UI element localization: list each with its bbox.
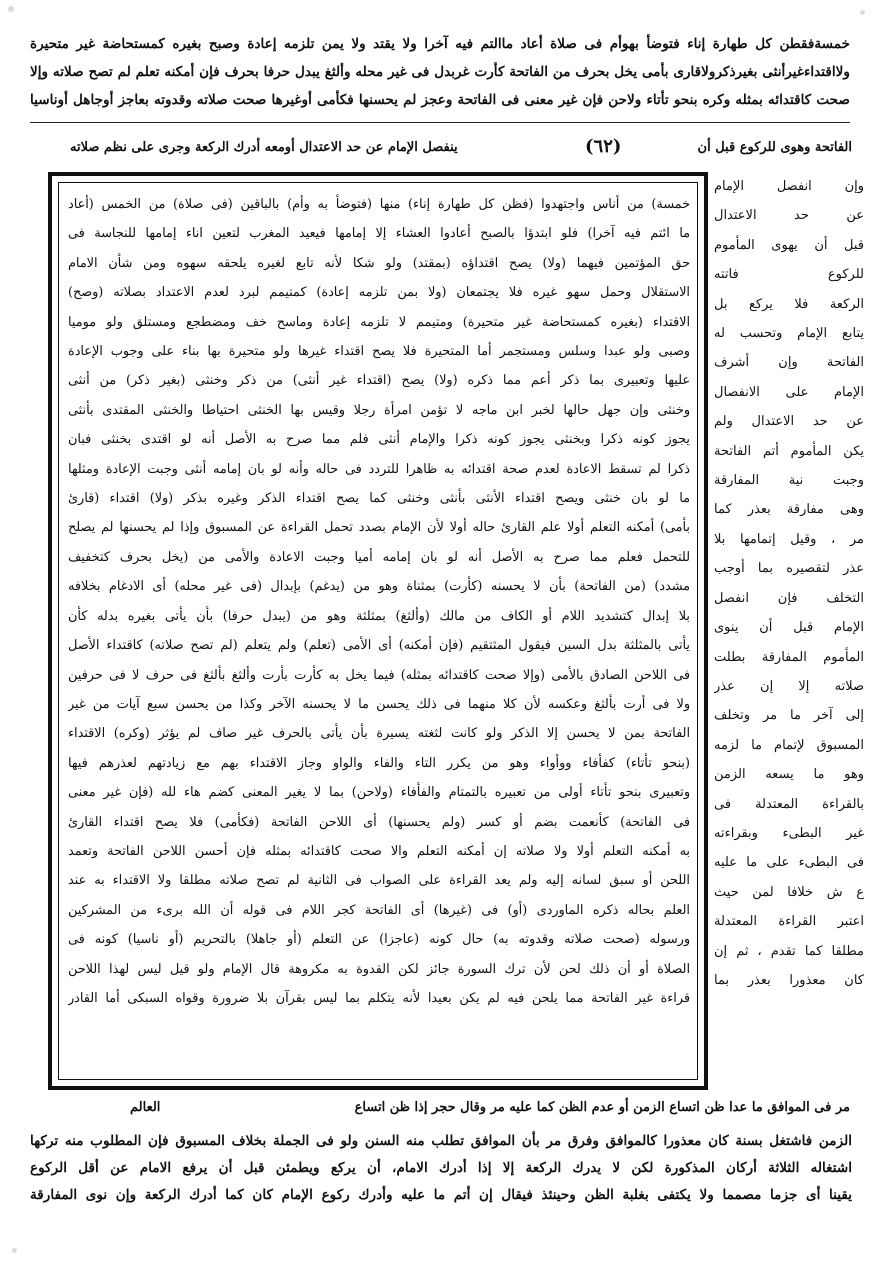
bottom-left-label: العالم	[130, 1100, 161, 1115]
text-line: وخنثى وإن جهل حالها لخبر ابن ماجه لا تؤمن امرأة رجلا وقيس بها الخنثى احتياطا والخنثى المقتدى بأنثى	[68, 402, 690, 418]
text-line: يتابع الإمام وتحسب له	[714, 326, 864, 342]
text-line: يقينا أى جزما مصمما ولا يكتفى بغلبة الظن وحينئذ فيقال إن أتم ما عليه وأدرك ركوع الإمام كان كما أدرك الركعة وإن نوى المفارقة	[30, 1187, 852, 1203]
main-text-frame	[48, 172, 708, 1090]
text-line: الفاتحة وإن أشرف	[714, 355, 864, 371]
text-line: ما لو بان خنثى ويصح اقتداء الأنثى بأنثى وخنثى كما يصح اقتداء الذكر وغيره بذكر (ولا) اقتداء (قارئ	[68, 491, 690, 507]
text-line: وصبى ولو عبدا وسلس ومستجمر أما المتحيرة فلا يصح اقتداء غيرها ولو متحيرة بها بناء على وجوب الإعادة	[68, 344, 690, 360]
text-line: خمسةفقطن كل طهارة إناء فتوضأ بهوأم فى صلاة أعاد ماالتم فيه آخرا ولا يقتد ولا يمن تلزمه إعادة وصبح بغيره كمستحاضة غير متحيرة	[30, 36, 850, 52]
text-line: بالقراءة المعتدلة فى	[714, 796, 864, 812]
text-line: اشتغاله الثلاثة أركان المذكورة لكن لا يدرك الركعة إلا إذا أدرك الامام، أن يركع ويطمئن قبل أن يرفع الامام عن أقل الركوع	[30, 1160, 852, 1176]
header-right-text: الفاتحة وهوى للركوع قبل أن	[697, 140, 852, 155]
text-line: يأتى بالمثلثة بدل السين فيقول المثتقيم (فإن أمكنه) أى الأمى (تعلم) ولم يتعلم (لم تصح صلاته) كاقتداء الأصل	[68, 638, 690, 654]
text-line: التخلف فإن انفصل	[714, 590, 864, 606]
text-line: اللحن أو سبق لسانه إليه ولم يعد القراءة على الصواب فى الثانية لم تصح صلاته مطلقا ولا الاقتداء به عند	[68, 873, 690, 889]
text-line: فى الفاتحة) كأنعمت بضم أو كسر (ولم يحسنها) أى اللاحن الفاتحة (فكأمى) فلا يصح اقتداء القارئ	[68, 814, 690, 830]
scan-speck	[860, 10, 865, 15]
text-line: وتعبيرى بنحو تأتاء أولى من تعبيره بالتمتام والفأفاء (ولاحن) بما لا يغير المعنى كضم هاء لله (فإن غير معنى	[68, 785, 690, 801]
text-line: ما ائتم فيه آخرا) فلو ابتدؤا بالصبح أعادوا العشاء إلا إمامها فيعيد المغرب لتعين اناء إمامها للنجاسة فى	[68, 226, 690, 242]
text-line: العلم بحاله ذكره الماوردى (أو) فى (غيرها) أى الفاتحة كجر اللام فى قوله أن الله برىء من المشركين	[68, 902, 690, 918]
text-line: ذكرا لم تسقط الاعادة لعدم صحة اقتدائه به ظاهرا للتردد فى حاله وأنه لو بان إمامه أنثى وجبت الإعادة ومثلها	[68, 461, 690, 477]
scan-speck	[12, 1248, 17, 1253]
text-line: المسبوق لإتمام ما لزمه	[714, 737, 864, 753]
text-line: ع ش خلافا لمن حيث	[714, 884, 864, 900]
text-line: للركوع فاتته	[714, 267, 864, 283]
text-line: (بنحو تأتاء) كفأفاء ووأواء وهو من يكرر التاء والفاء والواو وجاز الاقتداء بهم مع زيادتهم لعذرهم فيها	[68, 755, 690, 771]
text-line: وإن انفصل الإمام	[714, 179, 864, 194]
text-line: غير البطىء وبقراءته	[714, 825, 864, 841]
text-line: المأموم المفارقة بطلت	[714, 649, 864, 665]
text-line: الاستقلال وحمل سهو غيره فلا يجتمعان (ولا بمن تلزمه إعادة) كمتيمم لبرد لعدم الاعتداد بصلاته (وصح)	[68, 285, 690, 301]
text-line: ورسوله (صحت صلاته وقدوته به) حال كونه (عاجزا) عن التعلم (أو جاهلا) بالتحريم (أو ناسيا) كونه فى	[68, 932, 690, 948]
text-line: بأمى) أمكنه التعلم أولا علم القارئ حاله أولا لأن الإمام بصدد تحمل القراءة عن المسبوق وإذا لم يحسنها لم يصلح	[68, 520, 690, 536]
header-rule	[30, 122, 850, 123]
text-line: عليها وتعبيرى بما ذكر أعم مما ذكره (ولا) يصح (اقتداء غير أنثى) من ذكر وخنثى (بغير ذكر) من أنثى	[68, 373, 690, 389]
text-line: بلا إبدال كتشديد اللام أو الكاف من مالك (وألثغ) بمثلثة وهو من (يبدل حرفا) بأن يأتى بغيره بدله كأن	[68, 608, 690, 624]
bottom-right-label: مر فى الموافق ما عدا ظن اتساع الزمن أو عدم الظن كما عليه مر وقال حجر إذا ظن اتساع	[354, 1100, 850, 1115]
text-line: ولا فى أرت بألثغ وعكسه لأن كلا منهما فى ذلك يحسن ما لا يحسنه الآخر وكذا من يحسن سبع آيات من غير	[68, 696, 690, 712]
text-line: الإمام قبل أن ينوى	[714, 620, 864, 636]
text-line: كان معذورا بعذر بما	[714, 972, 864, 988]
text-line: إلى آخر ما مر وتخلف	[714, 708, 864, 724]
top-commentary-block	[30, 30, 850, 114]
text-line: وهى مفارقة بعذر كما	[714, 502, 864, 518]
text-line: مر ، وقيل إتمامها بلا	[714, 531, 864, 547]
text-line: الزمن فاشتغل بسنة كان معذورا كالموافق وفرق مر بأن الموافق تطلب منه السنن ولو فى الجملة بخلاف المسبوق فإن المطلوب منه تركها	[30, 1133, 852, 1149]
page-header	[30, 136, 852, 164]
text-line: حق المؤتمين فيهما (ولا) يصح اقتداؤه (بمقتد) ولو شكا لأنه تابع لغيره يلحقه سهوه ومن شأن الامام	[68, 255, 690, 271]
main-text-block	[68, 190, 690, 1013]
text-line: صحت كاقتدائه بمثله وكره بنحو تأتاء ولاحن فإن غير معنى فى الفاتحة وعجز لم يحسنها فكأمى أوغيرها صحت صلاته وقدوته بعاجز أوجاهل أوناسيا	[30, 92, 850, 108]
text-line: به أمكنه التعلم أولا ولا صلاته إن أمكنه التعلم والا صحت كاقتدائه بمثله فإن أحسن اللاحن الفاتحة وتعمد	[68, 843, 690, 859]
header-left-text: ينفصل الإمام عن حد الاعتدال أومعه أدرك الركعة وجرى على نظم صلاته	[70, 140, 458, 155]
text-line: صلاته إلا إن عذر	[714, 678, 864, 694]
margin-note-column	[714, 172, 864, 995]
text-line: مطلقا كما تقدم ، ثم إن	[714, 943, 864, 959]
bottom-commentary-block	[30, 1128, 852, 1209]
text-line: يكن المأموم أتم الفاتحة	[714, 443, 864, 459]
text-line: قراءة غير الفاتحة مما يلحن فيه لم يكن بعيدا لأنه يتكلم بما ليس بقرآن بلا ضرورة وقواه السبكى أما القادر	[68, 990, 690, 1006]
text-line: فى البطىء على ما عليه	[714, 855, 864, 871]
text-line: اعتبر القراءة المعتدلة	[714, 914, 864, 930]
text-line: الركعة فلا يركع بل	[714, 296, 864, 312]
text-line: وهو ما يسعه الزمن	[714, 767, 864, 783]
text-line: وجبت نية المفارقة	[714, 473, 864, 489]
text-line: الإمام على الانفصال	[714, 384, 864, 400]
text-line: الصلاة أو أن ذلك لحن لأن ترك السورة جائز لكن القدوة به مكروهة قال الإمام ولو قيل ليس لهذا اللاحن	[68, 961, 690, 977]
text-line: عذر لتقصيره بما أوجب	[714, 561, 864, 577]
text-line: عن حد الاعتدال ولم	[714, 414, 864, 430]
text-line: ولااقتداءغيرأنثى بغيرذكرولاقارى بأمى يخل بحرف من الفاتحة كأرت غربدل فى غير محله وألثغ يبدل حرفا بحرف فإن أمكنه تعلم لم تصح صلاته وإلا	[30, 64, 850, 80]
text-line: خمسة) من أناس واجتهدوا (فظن كل طهارة إناء) منها (فتوضأ به وأم) بالباقين (فى صلاة) من الخمس (أعاد	[68, 197, 690, 212]
text-line: يجوز كونه ذكرا وبخنثى يجوز كونه ذكرا والإمام أنثى فلم مما صرح به الأصل أنه لو اقتدى بخنثى فبان	[68, 432, 690, 448]
text-line: عن حد الاعتدال	[714, 208, 864, 224]
page-number: (٦٢)	[585, 136, 622, 157]
text-line: الفاتحة بمن لا يحسن إلا الذكر ولو كانت لثغته يسيرة بأن يأتى بالحرف غير صاف لم يؤثر (وكره) الاقتداء	[68, 726, 690, 742]
text-line: فى اللاحن الصادق بالأمى (وإلا صحت كاقتدائه بمثله) فيما يخل به كأرت بأرت وألثغ بألثغ فى حرف لا فى حرفين	[68, 667, 690, 683]
scan-speck	[8, 6, 14, 12]
text-line: مشدد) (من الفاتحة) بأن لا يحسنه (كأرت) بمثناة وهو من (يدغم) بإبدال (فى غير محله) أى الادغام بخلافه	[68, 579, 690, 595]
text-line: قبل أن يهوى المأموم	[714, 237, 864, 253]
text-line: الاقتداء (بغيره كمستحاضة غير متحيرة) ومتيمم لا تلزمه إعادة وماسح خف ومضطجع ومستلق ولو موميا	[68, 314, 690, 330]
text-line: للتحمل فعلم مما صرح به الأصل أنه لو بان إمامه أميا وجبت الاعادة والأمى من (يخل بحرف كتخفيف	[68, 549, 690, 565]
